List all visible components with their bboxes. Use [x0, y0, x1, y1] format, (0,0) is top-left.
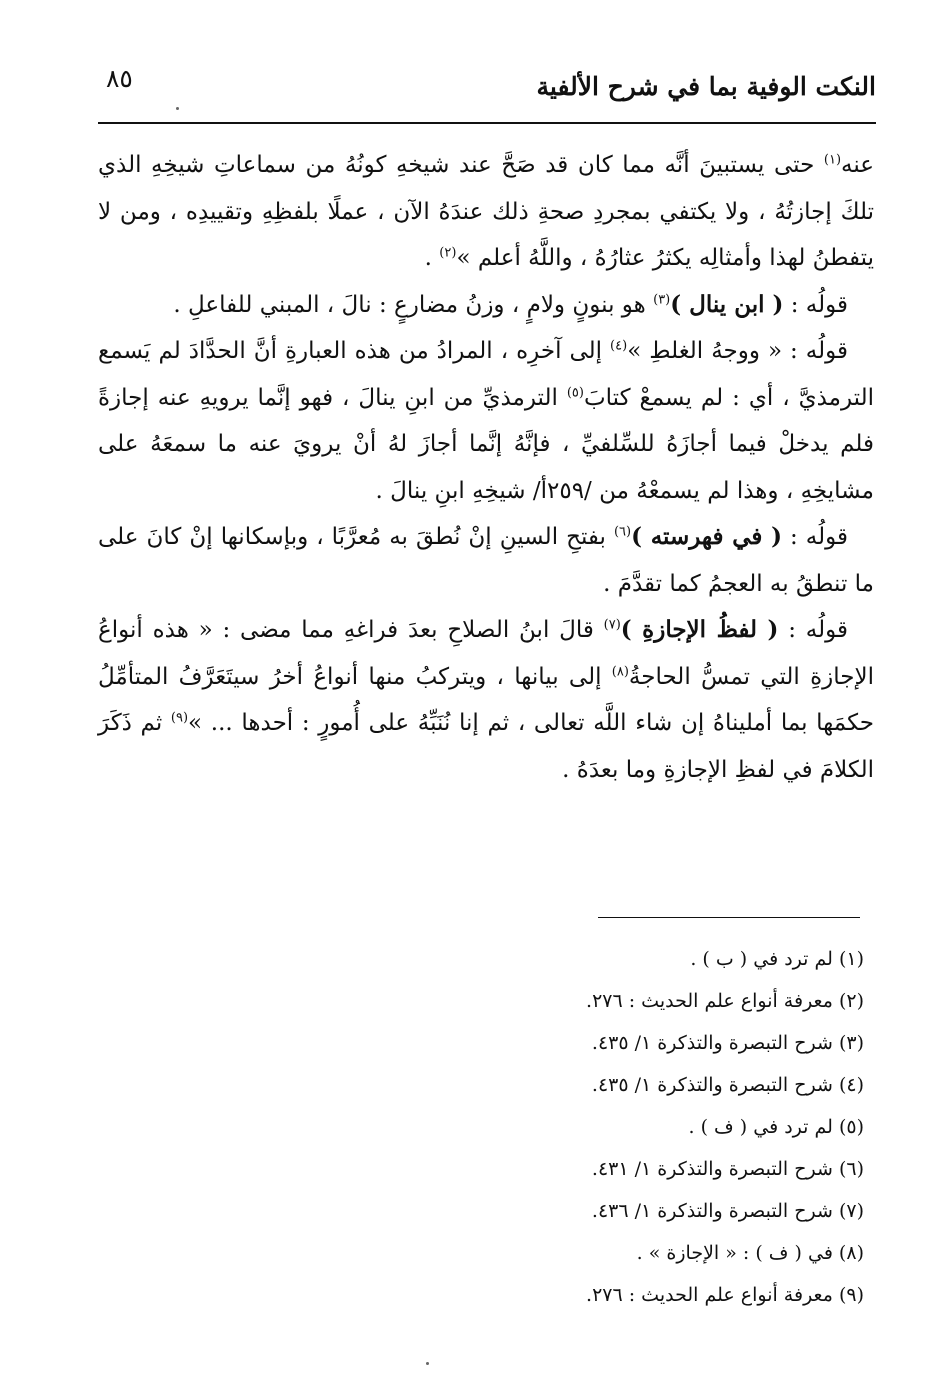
footnote-ref-3: (٣): [653, 291, 671, 307]
text-run: قولُه :: [783, 291, 848, 318]
footnote-2: (٢) معرفة أنواع علم الحديث : ٢٧٦.: [586, 990, 864, 1012]
text-run: قولُه :: [782, 524, 849, 550]
footnote-7: (٧) شرح التبصرة والتذكرة ١/ ٤٣٦.: [591, 1200, 864, 1222]
footnote-ref-7: (٧): [603, 617, 621, 633]
footnote-8: (٨) في ( ف ) : « الإجازة » .: [636, 1242, 864, 1264]
lemma: ( في فهرسته ): [631, 523, 782, 550]
footnotes: [98, 938, 864, 1316]
footnote-ref-9: (٩): [170, 710, 189, 726]
paragraph-2: [98, 282, 874, 329]
text-run: إلى آخرِه ، المرادُ من هذه العبارةِ أنَّ الحدَّادَ لم يَسمع الترمذيَّ ، أي : لم يسمعْ كتابَ: [98, 338, 874, 411]
paragraph-4: [98, 514, 874, 607]
text-run: عنه: [841, 152, 875, 178]
footnote-4: (٤) شرح التبصرة والتذكرة ١/ ٤٣٥.: [591, 1074, 864, 1096]
text-run: هو بنونٍ ولامٍ ، وزنُ مضارعٍ : نالَ ، المبني للفاعلِ .: [173, 291, 654, 318]
footnote-ref-5: (٥): [566, 384, 584, 400]
scan-speck: [176, 107, 179, 110]
running-title: النكت الوفية بما في شرح الألفية: [536, 72, 876, 101]
text-run: قالَ ابنُ الصلاحِ بعدَ فراغهِ مما مضى : « هذه أنواعُ الإجازةِ التي تمسُّ الحاجةُ: [98, 617, 874, 690]
paragraph-3: [98, 328, 874, 514]
footnote-separator: [598, 917, 860, 918]
footnote-3: (٣) شرح التبصرة والتذكرة ١/ ٤٣٥.: [591, 1032, 864, 1054]
header-rule: [98, 122, 876, 124]
footnote-ref-6: (٦): [613, 524, 632, 540]
text-run: ثم ذَكَرَ الكلامَ في لفظِ الإجازةِ وما بعدَهُ .: [98, 710, 874, 783]
text-run: قولُه :: [778, 617, 848, 643]
text-run: حتى يستبينَ أنَّه مما كان قد صَحَّ عند شيخهِ كونُهُ من سماعاتِ شيخِهِ الذي تلكَ إجازتُهُ ، ولا يكتفي بمجردِ صحةِ ذلك عندَهُ الآن ، عملًا بلفظِهِ وتقييدِه ، ومن لا يتفطنُ لهذا وأمثالِه يكثرُ عثارُهُ ، واللَّهُ أعلم »: [98, 152, 874, 271]
footnote-ref-2: (٢): [439, 245, 457, 261]
footnote-ref-4: (٤): [610, 338, 628, 354]
text-run: .: [424, 245, 440, 271]
running-header: [98, 62, 876, 122]
scan-speck: [426, 1362, 429, 1365]
text-run: بفتحِ السينِ إنْ نُطقَ به مُعرَّبًا ، وبإسكانها إنْ كانَ على ما تنطقُ به العجمُ كما تقدَّمَ .: [98, 524, 874, 597]
footnote-1: (١) لم ترد في ( ب ) .: [690, 948, 864, 970]
footnote-ref-1: (١): [823, 152, 842, 168]
footnote-6: (٦) شرح التبصرة والتذكرة ١/ ٤٣١.: [591, 1158, 864, 1180]
text-run: إلى بيانها ، ويتركبُ منها أنواعُ أخرُ سيتَعَرَّفُ المتأمِّلُ حكمَها بما أمليناهُ إن شاء اللَّه تعالى ، ثم إنا نُنَبِّهُ على أُمورٍ : أحدها ... »: [98, 663, 875, 736]
footnote-ref-8: (٨): [611, 663, 629, 679]
footnote-9: (٩) معرفة أنواع علم الحديث : ٢٧٦.: [586, 1284, 864, 1306]
footnote-5: (٥) لم ترد في ( ف ) .: [688, 1116, 864, 1138]
text-run: الترمذيِّ من ابنِ ينالَ ، فهو إنَّما يرويهِ عنه إجازةً فلم يدخلْ فيما أجازَهُ للسِّلفيِّ ، فإنَّهُ إنَّما أجازَ لهُ أنْ يرويَ عنه ما سمعَهُ على مشايخِهِ ، وهذا لم يسمعْهُ من /٢٥٩أ/ شيخِهِ ابنِ ينالَ .: [98, 384, 874, 504]
text-run: قولُه : « ووجهُ الغلطِ »: [627, 338, 848, 364]
paragraph-1: [98, 142, 874, 282]
paragraph-5: [98, 607, 874, 793]
page-number: ٨٥: [106, 64, 133, 93]
lemma: ( لفظُ الإجازةِ ): [620, 616, 779, 643]
lemma: ( ابن ينال ): [670, 290, 784, 318]
main-text: [98, 142, 874, 793]
